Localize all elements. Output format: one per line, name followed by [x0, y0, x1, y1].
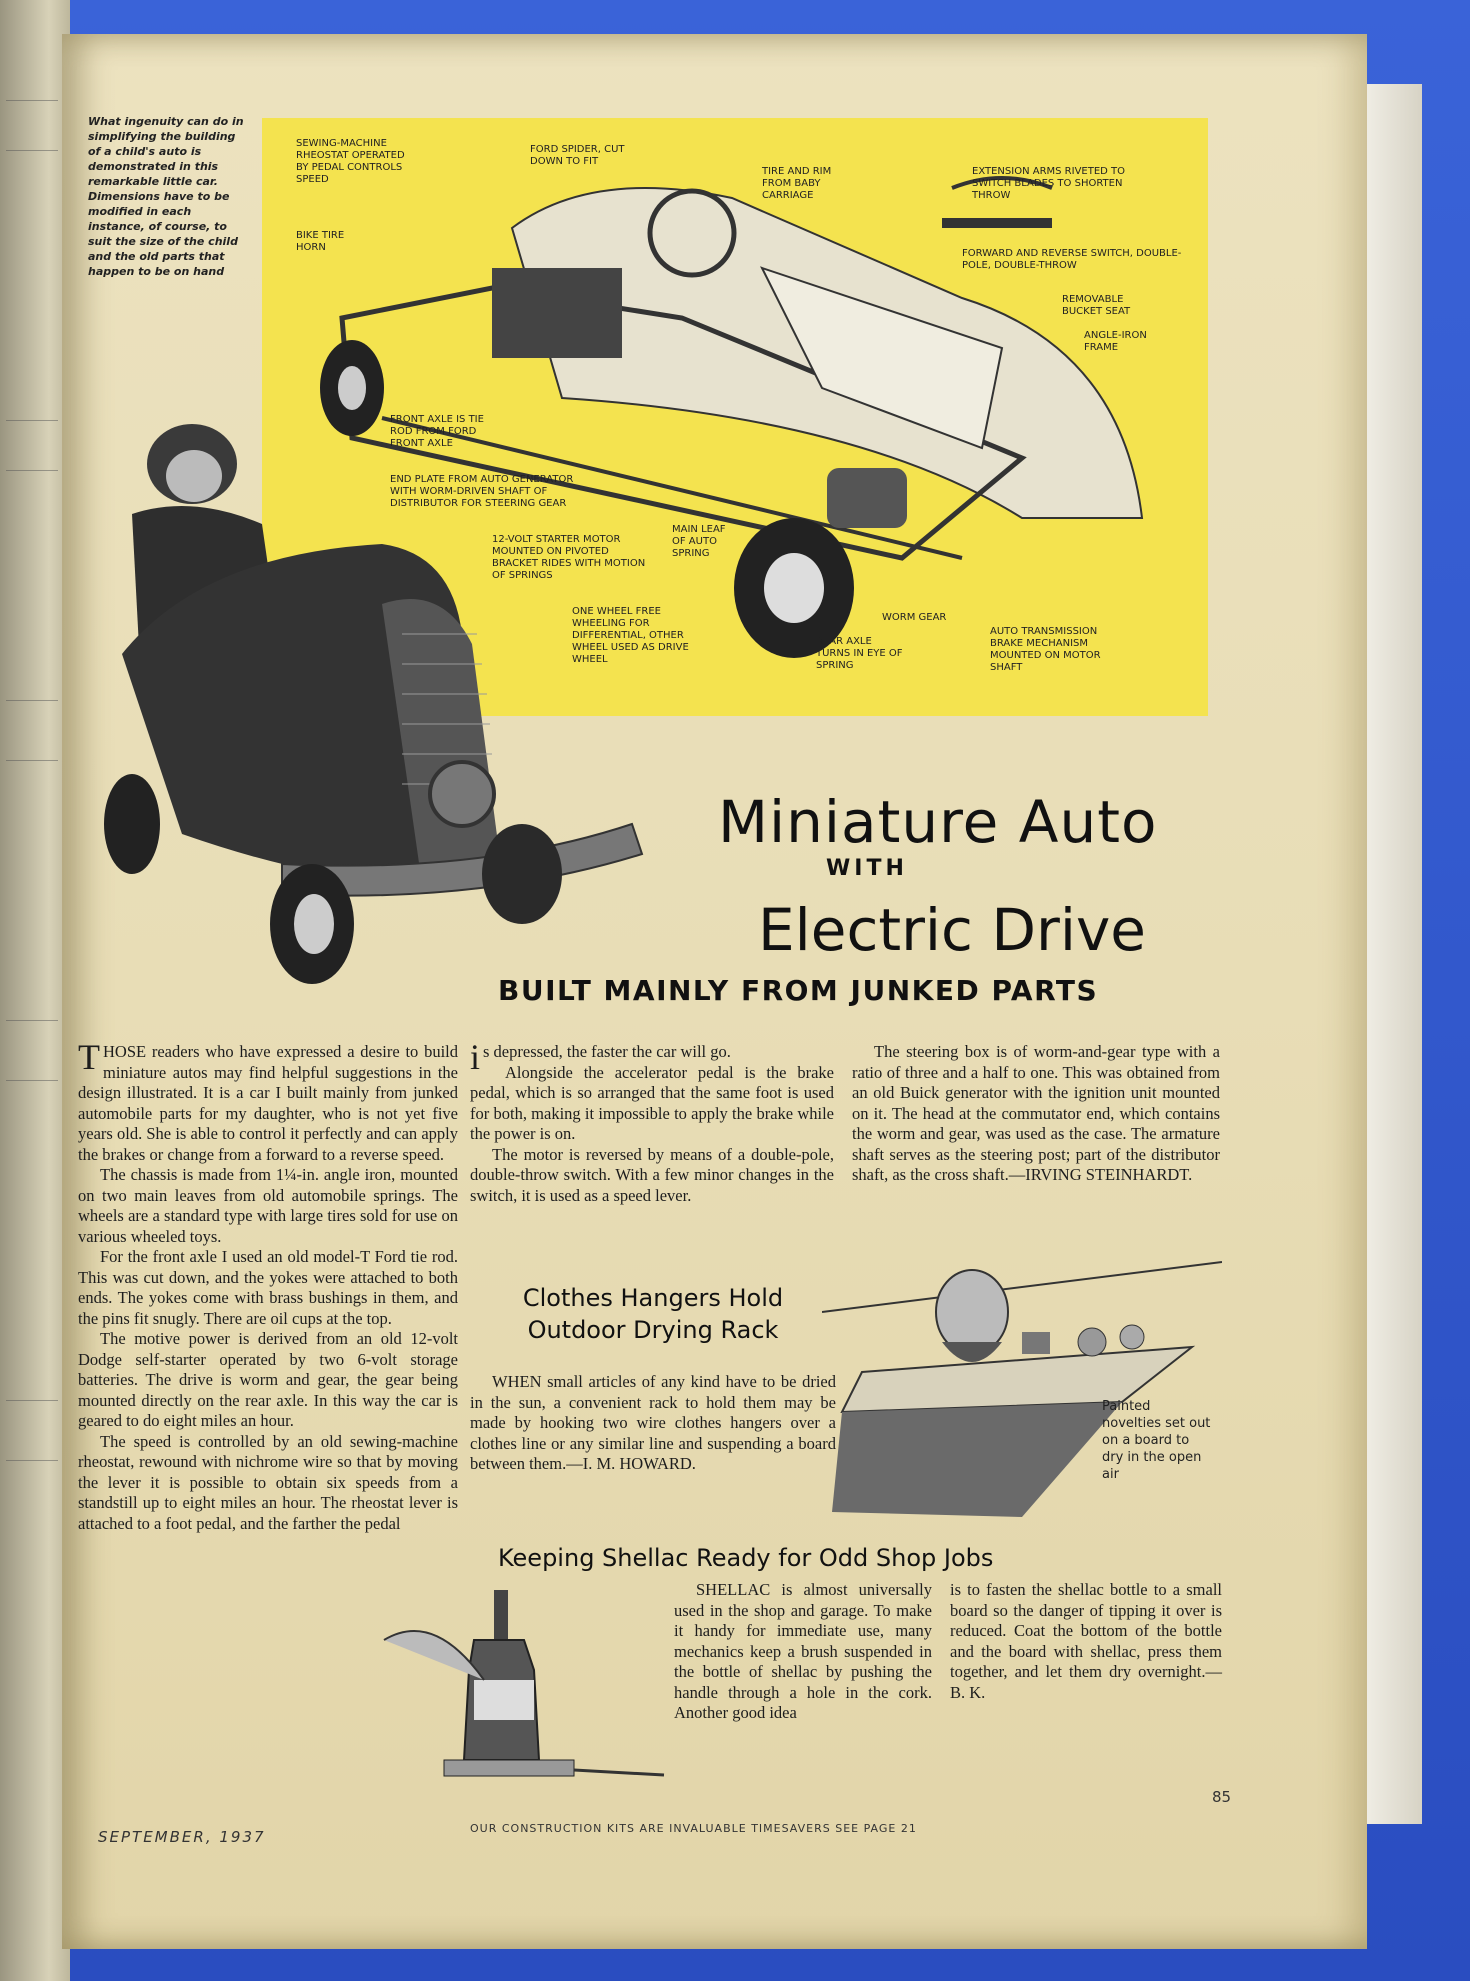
article-paragraph: The chassis is made from 1¼-in. angle iron, mounted on two main leaves from old automobile springs. The wheels are a standard type with large tires sold for use on various wheeled toys. [78, 1165, 458, 1246]
hangers-title-line1: Clothes Hangers Hold [522, 1284, 784, 1312]
label-ford-spider: FORD SPIDER, CUT DOWN TO FIT [530, 144, 625, 167]
label-extension-arms: EXTENSION ARMS RIVETED TO SWITCH BLADES TO SHORTEN THROW [972, 166, 1126, 201]
label-worm-gear: WORM GEAR [882, 612, 947, 623]
shellac-title: Keeping Shellac Ready for Odd Shop Jobs [498, 1544, 994, 1572]
article-paragraph: The motor is reversed by means of a double-pole, double-throw switch. With a few minor changes in the switch, it is used as a speed lever. [470, 1144, 834, 1205]
label-bike-horn: BIKE TIRE HORN [296, 230, 345, 253]
magazine-page [62, 34, 1367, 1949]
label-free-wheel: ONE WHEEL FREE WHEELING FOR DIFFERENTIAL, OTHER WHEEL USED AS DRIVE WHEEL [572, 606, 689, 665]
facing-page-edge [0, 0, 70, 1981]
label-front-axle: FRONT AXLE IS TIE ROD FROM FORD FRONT AXLE [390, 414, 484, 449]
shellac-paragraph: is to fasten the shellac bottle to a small board so the danger of tipping it over is reduced. Coat the bottom of the bottle and the board with shellac, press them together, and let them dry overnight.—B. K. [950, 1580, 1222, 1702]
hangers-title [470, 1282, 836, 1346]
label-starter-motor: 12-VOLT STARTER MOTOR MOUNTED ON PIVOTED BRACKET RIDES WITH MOTION OF SPRINGS [492, 534, 646, 581]
article-paragraph: The steering box is of worm-and-gear type with a ratio of three and a half to one. This was obtained from an old Buick generator with the ignition unit mounted on it. The head at the commutator end, which contains the worm and gear, was used as the case. The armature shaft serves as the steering post; part of the distributor shaft, as the cross shaft.—IRVING STEINHARDT. [852, 1042, 1220, 1184]
headline-line1: Miniature Auto [718, 788, 1158, 856]
label-end-plate: END PLATE FROM AUTO GENERATOR WITH WORM-DRIVEN SHAFT OF DISTRIBUTOR FOR STEERING GEAR [390, 474, 574, 509]
issue-date: SEPTEMBER, 1937 [98, 1828, 266, 1846]
article-column-2 [470, 1037, 834, 1206]
child-in-car-photo [82, 404, 722, 1024]
shellac-bottle-illustration [374, 1570, 674, 1810]
article-paragraph: The motive power is derived from an old 12-volt Dodge self-starter operated by two 6-volt storage batteries. The drive is worm and gear, the gear being mounted directly on the rear axle. In this way the car is geared to do eight miles an hour. [78, 1329, 458, 1430]
label-reverse-switch: FORWARD AND REVERSE SWITCH, DOUBLE-POLE, DOUBLE-THROW [962, 248, 1182, 271]
promo-line: OUR CONSTRUCTION KITS ARE INVALUABLE TIMESAVERS SEE PAGE 21 [470, 1822, 917, 1835]
shellac-column-1 [674, 1580, 932, 1724]
article-column-1 [78, 1037, 458, 1534]
headline-with: WITH [826, 856, 908, 881]
intro-blurb: What ingenuity can do in simplifying the building of a child's auto is demonstrated in this remarkable little car. Dimensions have to be modified in each instance, of course, to suit the size of the child and the old parts that happen to be on hand [88, 115, 244, 278]
shellac-paragraph: SHELLAC is almost universally used in the shop and garage. To make it handy for immediate use, many mechanics keep a brush suspended in the bottle of shellac by pushing the handle through a hole in the cork. Another good idea [674, 1580, 932, 1722]
label-angle-iron: ANGLE-IRON FRAME [1084, 330, 1147, 353]
page-number: 85 [1212, 1788, 1232, 1806]
hangers-title-line2: Outdoor Drying Rack [527, 1316, 779, 1344]
article-paragraph: is depressed, the faster the car will go. [470, 1037, 731, 1077]
headline-subtitle: BUILT MAINLY FROM JUNKED PARTS [498, 974, 1099, 1007]
article-paragraph: Alongside the accelerator pedal is the brake pedal, which is so arranged that the same foot is used for both, making it impossible to apply the brake while the power is on. [470, 1062, 834, 1143]
shellac-column-2 [950, 1580, 1222, 1703]
hangers-body [470, 1372, 836, 1475]
label-rear-axle: REAR AXLE TURNS IN EYE OF SPRING [816, 636, 903, 671]
headline-line2: Electric Drive [758, 896, 1146, 964]
label-brake-mech: AUTO TRANSMISSION BRAKE MECHANISM MOUNTED ON MOTOR SHAFT [990, 626, 1101, 673]
hangers-caption: Painted novelties set out on a board to dry in the open air [1102, 1399, 1211, 1482]
label-tire-rim: TIRE AND RIM FROM BABY CARRIAGE [762, 166, 832, 201]
article-paragraph: THOSE readers who have expressed a desire to build miniature autos may find helpful suggestions in the design illustrated. It is a car I built mainly from junked automobile parts for my daughter, who is not yet five years old. She is able to control it perfectly and can apply the brakes or change from a forward to a reverse speed. [78, 1037, 458, 1164]
article-paragraph: For the front axle I used an old model-T Ford tie rod. This was cut down, and the yokes were attached to both ends. The yokes come with brass bushings in them, and the pins fit snugly. There are oil cups at the top. [78, 1247, 458, 1328]
label-main-leaf: MAIN LEAF OF AUTO SPRING [672, 524, 726, 559]
article-column-3 [852, 1042, 1220, 1186]
hangers-paragraph: WHEN small articles of any kind have to be dried in the sun, a convenient rack to hold them may be made by hooking two wire clothes hangers over a clothes line or any similar line and suspending a board between them.—I. M. HOWARD. [470, 1372, 836, 1473]
label-rheostat: SEWING-MACHINE RHEOSTAT OPERATED BY PEDAL CONTROLS SPEED [296, 138, 405, 185]
article-paragraph: The speed is controlled by an old sewing-machine rheostat, rewound with nichrome wire so that by moving the lever it is possible to obtain six speeds from a standstill up to eight miles an hour. The rheostat lever is attached to a foot pedal, and the farther the pedal [78, 1431, 458, 1533]
label-bucket-seat: REMOVABLE BUCKET SEAT [1062, 294, 1131, 317]
